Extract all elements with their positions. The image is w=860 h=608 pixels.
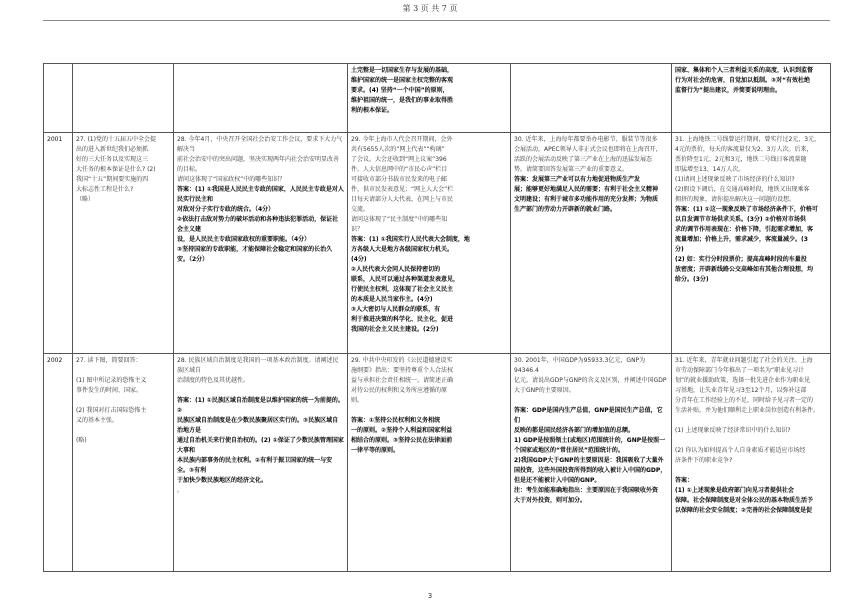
exam-answer-table — [43, 63, 831, 572]
answer-text-line: 答案： — [675, 477, 694, 484]
answer-text-line: 对敌对分子实行专政的统合。（4分） — [177, 206, 275, 213]
q27-cell — [73, 64, 174, 133]
question-text-line: 29. 中共中央印发的《公民道德建设实 — [351, 357, 453, 364]
answer-text-line: 相结合的原则。③坚持公民在法律面前 — [351, 437, 453, 444]
q31-cell — [672, 64, 831, 133]
answer-text-line: ③坚持国家的专政职能，才能保障社会稳定和国家的长治久安。（2分） — [177, 246, 333, 263]
question-text-line: 事件发生的时间、国家。 — [76, 387, 143, 394]
q30-cell — [511, 354, 672, 572]
q28-cell — [174, 64, 348, 133]
question-text-line — [675, 416, 827, 426]
answer-text-line: 反映的都是国民经济各部门的增加值的总额。 — [514, 427, 635, 434]
answer-text-line: 监督行为”提出建议，并简要说明理由。 — [675, 87, 781, 94]
answer-text-line: 答案：(1) ①我国是人民民主专政的国家，人民民主专政是对人民实行民主和 — [177, 186, 344, 203]
question-text-line: 27. (1)党的十五届五中全会提 — [76, 136, 156, 143]
question-text-line — [514, 396, 668, 406]
question-text-line: 市劳动保障部门今年推出了一项名为“职业见习计 — [675, 367, 805, 374]
question-text-line: 交流。 — [351, 206, 370, 213]
answer-text-line: 方各级人大是地方各级国家权力机关。 — [351, 246, 454, 253]
answer-text-line: 国投资，这些外国投资所得到的收入被计入中国的GDP， — [514, 467, 667, 474]
answer-text-line: ②依法打击敌对势力的破坏活动和各种违法犯罪活动，保证社会主义建 — [177, 216, 339, 233]
answer-text-line: 一律平等的原则。 — [351, 447, 400, 454]
answer-text-line: 一的原则。②坚持个人利益和国家利益 — [351, 427, 453, 434]
answer-text-line: 设，是人民民主专政国家政权的重要职能。（4分） — [177, 236, 311, 243]
page-number: 3 — [427, 592, 433, 600]
question-text-line: 。 — [177, 487, 184, 494]
answer-text-line: 利的根本保证。 — [351, 107, 394, 114]
table-row — [44, 354, 831, 572]
question-text-line: 治制度的特色及其优越性。 — [177, 377, 250, 384]
answer-text-line: 联系，人民可以通过各种渠道发表意见， — [351, 276, 460, 283]
question-text-line: 势。请简要回答发展第三产业的重要意义。 — [514, 166, 629, 173]
question-text-line: (略) — [76, 437, 87, 444]
answer-text-line: 放密度；开辟新线路公交高峰如有其他合理设想，均 — [675, 266, 814, 273]
answer-text-line: 行为对社会的危害，自觉加以抵制。③对“有效杜绝 — [675, 77, 811, 84]
question-text-line: 会展活动，APEC领导人非正式会议也即将在上海召开， — [514, 146, 662, 153]
question-text-line: 济条件下的职业竞争? — [675, 457, 733, 464]
question-text-line: 识？ — [351, 226, 364, 233]
question-text-line: 我国“十五”期间要实施的四 — [76, 176, 149, 183]
answer-text-line: 答案：(1) ①这一现象反映了市场经济条件下，价格可 — [675, 206, 818, 213]
question-text-line: 大于GNP的主要原因。 — [514, 387, 575, 394]
question-text-line: 大标志性工程是什么? — [76, 186, 134, 193]
question-text-line: (2)假设下调后，在交通高峰时段，地铁又出现乘客 — [675, 186, 810, 193]
answer-text-line: (2) 如：实行分时段票价；提高高峰时段的车量投 — [675, 256, 807, 263]
answer-text-line: 维护国家的统一是国家主权完整的客观 — [351, 77, 454, 84]
table-row — [44, 133, 831, 354]
q31-cell — [672, 354, 831, 572]
answer-text-line: 文明建设；有利于城市多功能作用的充分发挥；为物质 — [514, 196, 659, 203]
q28-cell — [174, 133, 348, 354]
answer-text-line: 答案：GDP是国内生产总值，GNP是国民生产总值，它们 — [514, 407, 663, 424]
question-text-line: 30. 2001年，中国GDP为95933.3亿元，GNP为94346.4 — [514, 357, 646, 374]
answer-text-line: 保障。社会保障制度是对全体公民的基本物质生活予 — [675, 497, 814, 504]
question-text-line: 4元的票价，每天的客流量仅为2、3万人次。后来， — [675, 146, 813, 153]
answer-text-line: 2)我国GDP大于GNP的主要原因是：我国吸收了大量外 — [514, 457, 664, 464]
question-text-line: 了会议。大会还收到“网上议案”396 — [351, 156, 447, 163]
answer-text-line: (1) ①上述现象是政府部门向见习者提供社会 — [675, 487, 794, 494]
question-text-line: 划”的就业援助政策，选择一批先进企业作为职业见 — [675, 377, 811, 384]
question-text-line: (1) 图中所记录的恐怖主义 — [76, 377, 147, 384]
question-text-line: 分青年在工作经验上的不足，同时给予见习者一定的 — [675, 397, 814, 404]
question-text-line: 义的基本主张。 — [76, 417, 119, 424]
question-text-line: (2) 你认为如何提高个人自身素质才能适应市场经 — [675, 447, 806, 454]
question-text-line: 前社会治安中的突出问题，坚决实现两年内社会治安明显改善的目标。 — [177, 156, 340, 173]
q27-cell — [73, 133, 174, 354]
question-text-line: 对待公民的权利和义务所应遵循的原 — [351, 387, 448, 394]
answer-text-line: 于加快少数民族地区的经济文化。 — [177, 477, 268, 484]
q30-cell — [511, 133, 672, 354]
answer-text-line: 答案：(1) ①民族区域自治制度是以维护国家的统一为前提的。② — [177, 397, 344, 414]
q29-cell — [348, 133, 511, 354]
answer-text-line: 维护祖国的统一，是我们的事业取得胜 — [351, 97, 454, 104]
answer-text-line: 国家、集体和个人三者利益关系的高度，认识到监督 — [675, 67, 814, 74]
question-text-line: 即猛增至13、14万人次。 — [675, 166, 745, 173]
question-text-line: 件。人大信息网中的“市民心声”栏目 — [351, 166, 448, 173]
question-text-line — [675, 436, 827, 446]
q30-cell — [511, 64, 672, 133]
q28-cell — [174, 354, 348, 572]
answer-text-line: (4分) — [351, 256, 367, 263]
answer-text-line: 1) GDP是按照领土(或地区)范围统计的，GNP是按照一 — [514, 437, 666, 444]
question-text-line: 益与承担社会责任相统一。请简述正确 — [351, 377, 454, 384]
question-text-line: 施纲要》指出：要坚持尊重个人合法权 — [351, 367, 454, 374]
question-text-line: 请问这体现了“国家政权”中的哪些知识？ — [177, 176, 286, 183]
answer-text-line: 土完整是一切国家生存与发展的基础， — [351, 67, 454, 74]
question-text-line: 拥挤的现象，请你提出解决这一问题的设想。 — [675, 196, 796, 203]
answer-text-line: 通过自治机关来行使自治权的。(2) ①保证了少数民族管理国家大事和 — [177, 437, 344, 454]
answer-text-line: 个国家或地区的“常住居民”范围统计的。 — [514, 447, 624, 454]
question-text-line: 28. 今年4月，中央召开全国社会治安工作会议，要求下大力气解决当 — [177, 136, 343, 153]
answer-text-line: 答案：(1) ①我国实行人民代表大会制度，地 — [351, 236, 470, 243]
question-text-line: 票价降至1元、2元和3元，地铁二号线日客流量随 — [675, 156, 807, 163]
answer-text-line: 大于对外投资，则可加分。 — [514, 497, 587, 504]
question-text-line: 27. 读下图，简要回答： — [76, 357, 142, 364]
question-text-line: 31. 上海地铁二号线曾运行期间，曾实行过2元，3元， — [675, 136, 821, 143]
answer-text-line: 利于推进决策的科学化、民主化，促进 — [351, 316, 454, 323]
question-text-line — [351, 406, 507, 416]
answer-text-line: 我国的社会主义民主建设。(2分) — [351, 326, 439, 333]
table-row — [44, 64, 831, 133]
year-cell: 2001 — [44, 133, 73, 354]
question-text-line: 28. 民族区域自治制度是我国的一项基本政治制度。请阐述民族区域自 — [177, 357, 339, 374]
question-text-line: 可接收市部分书载市民发来的电子邮 — [351, 176, 448, 183]
q27-cell — [73, 354, 174, 572]
question-text-line: （略） — [76, 196, 95, 203]
question-text-line: 好的三大任务以及实现这三 — [76, 156, 149, 163]
answer-text-line: 答案：发展第三产业可以有力地促进物质生产发 — [514, 176, 641, 183]
q29-cell — [348, 64, 511, 133]
question-text-line: 活跃的会展活动反映了第三产业在上海的迅猛发展态 — [514, 156, 653, 163]
question-text-line: 习基地，让失业青年见习3至12个月，以弥补这部 — [675, 387, 807, 394]
question-text-line — [76, 366, 170, 376]
question-text-line: 亿元。请说出GDP与GNP的含义及区别，并阐述中国GDP — [514, 377, 667, 384]
answer-text-line: 答案：①坚持公民权利和义务相统 — [351, 417, 441, 424]
question-text-line: 31. 近年来，青年就业问题引起了社会的关注。上海 — [675, 357, 813, 364]
answer-text-line: 本民族内部事务的民主权利。②有利于振卫国家的统一与安全。③有利 — [177, 457, 333, 474]
answer-text-line: 要求。(4) 坚持“一个中国”的原则， — [351, 87, 449, 94]
question-text-line: 出的进入新世纪我们必须抓 — [76, 146, 149, 153]
year-cell — [44, 64, 73, 133]
question-text-line — [675, 466, 827, 476]
q29-cell — [348, 354, 511, 572]
answer-text-line: 以自发调节市场供求关系。(3分) ②价格对市场供 — [675, 216, 806, 223]
answer-text-line: 给分。(3分) — [675, 276, 709, 283]
question-text-line: 则。 — [351, 397, 364, 404]
question-text-line: 目每天请部分人大代表，在网上与市民 — [351, 196, 454, 203]
answer-text-line: 的本质是人民当家作主。(4分) — [351, 296, 433, 303]
question-text-line: 29. 今年上海市人代会召开期间，会外 — [351, 136, 453, 143]
question-text-line: 件，供市民发表意见；“网上人大会”栏 — [351, 186, 454, 193]
answer-text-line: 行使民主权利，这体现了社会主义民主 — [351, 286, 454, 293]
header-rule — [43, 20, 830, 21]
answer-text-line: 分) — [675, 246, 684, 253]
question-text-line: (2) 我国对打击国际恐怖主 — [76, 407, 147, 414]
answer-text-line: 注：考生如能准确地指出：主要原因在于我国吸收外资 — [514, 487, 659, 494]
question-text-line: (1) 上述现象反映了经济常识中的什么知识? — [675, 427, 791, 434]
answer-text-line: 民族区域自治制度是在少数民族聚居区实行的。③民族区域自治地方是 — [177, 417, 339, 434]
answer-text-line: 以保障的社会安全制度；②完善的社会保障制度是促 — [675, 507, 813, 514]
answer-text-line: ③人大密切与人民群众的联系，有 — [351, 306, 441, 313]
question-text-line: (1)请问上述现象反映了市场经济的什么知识? — [675, 176, 795, 183]
question-text-line: 大任务的根本保证是什么? (2) — [76, 166, 156, 173]
question-text-line: 30. 近年来，上海每年都要举办电影节、服装节等很多 — [514, 136, 658, 143]
answer-text-line: 流量增加；价格上升，需求减少，客流量减少。(3 — [675, 236, 808, 243]
answer-text-line: 求的调节作用表现在：价格下降，引起需求增加，客 — [675, 226, 814, 233]
question-text-line: 生活补贴，并为他们顺利走上职业岗位创造有利条件。 — [675, 407, 820, 414]
page-header: 第 3 页 共 7 页 — [402, 4, 458, 13]
q31-cell — [672, 133, 831, 354]
answer-text-line: 展；能够更好地满足人民的需要；有利于社会主义精神 — [514, 186, 659, 193]
question-text-line: 请问这体现了“民主制度”中的哪些知 — [351, 216, 448, 223]
answer-text-line: 但是还不能被计入中国的GNP。 — [514, 477, 601, 484]
question-text-line — [177, 386, 344, 396]
question-text-line — [76, 396, 170, 406]
answer-text-line: ②人民代表大会同人民保持密切的 — [351, 266, 441, 273]
question-text-line: 共有5655人次的“网上代表”“构璃” — [351, 146, 445, 153]
answer-text-line: 生产部门的劳动力开辟新的就业门路。 — [514, 206, 617, 213]
question-text-line — [76, 426, 170, 436]
year-cell: 2002 — [44, 354, 73, 572]
